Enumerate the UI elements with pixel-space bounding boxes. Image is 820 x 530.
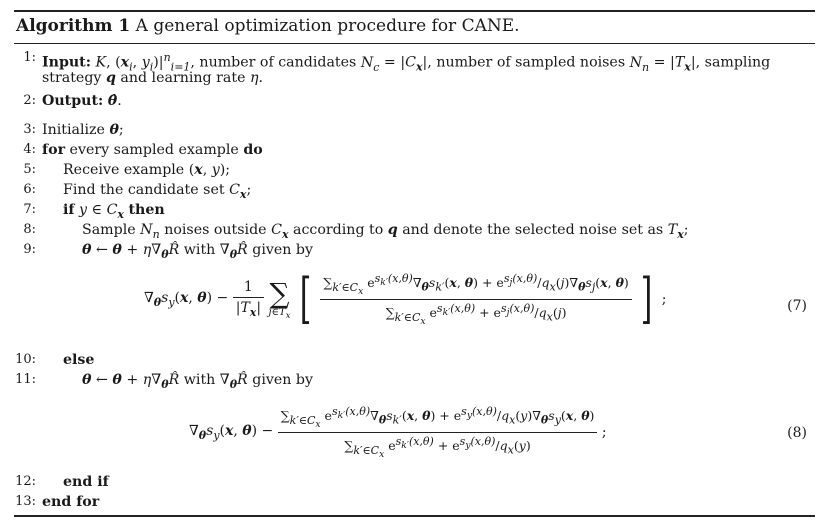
line-text: end for bbox=[42, 494, 100, 510]
line-number: 6: bbox=[23, 182, 36, 197]
line-number: 8: bbox=[23, 222, 36, 237]
bottom-rule bbox=[14, 515, 815, 517]
line-text: else bbox=[63, 352, 95, 368]
algorithm-title bbox=[16, 16, 520, 36]
algorithm-label: Algorithm 1 bbox=[16, 16, 131, 36]
line-number: 13: bbox=[15, 494, 36, 509]
equation-8: $\nabla_\theta s_y(x$, θ) − $\frac{\sum_{k'\in C_x} e^{s_{k'}(x,\theta)}\nabla_\theta s_{k'}(x, \theta) + e^{s_y(x,\theta)}/q_x(y)\nabla_\theta s_y(x, \theta)}{\sum_{k'\in C_x} e^{s_{k'}(x,\theta)} + e^{s_y(x,\theta)}/q_x(y)}$ ; bbox=[189, 405, 607, 460]
line-number: 11: bbox=[15, 372, 36, 387]
line-number: 2: bbox=[23, 93, 36, 108]
line-number: 3: bbox=[23, 122, 36, 137]
equation-number-8: (8) bbox=[787, 425, 807, 441]
line-number: 7: bbox=[23, 202, 36, 217]
line-text: Input: K, ($x_i$, $y_i)|^n_{i=1}$, number of candidates $N_c = |C_x|$, number of sampled noises $N_n = |T_x|$, sampling bbox=[42, 51, 771, 74]
line-text: end if bbox=[63, 474, 109, 490]
line-text: Find the candidate set $C_x$; bbox=[63, 182, 252, 201]
line-text: for every sampled example do bbox=[42, 142, 263, 158]
top-rule bbox=[14, 10, 815, 12]
line-number: 1: bbox=[23, 50, 36, 65]
mid-rule bbox=[14, 43, 815, 44]
line-number: 5: bbox=[23, 162, 36, 177]
line-text: Initialize θ; bbox=[42, 122, 124, 138]
algorithm-caption: A general optimization procedure for CANE. bbox=[135, 16, 520, 36]
line-text: if y ∈ $C_x$ then bbox=[63, 202, 165, 221]
line-text: Output: θ̂. bbox=[42, 93, 122, 109]
line-text: strategy q and learning rate η. bbox=[42, 70, 264, 86]
line-text: Sample $N_n$ noises outside $C_x$ according to q and denote the selected noise set as $T_x$; bbox=[82, 222, 689, 241]
algorithm-box bbox=[14, 10, 815, 517]
line-text: Receive example (x, y); bbox=[63, 162, 231, 178]
line-number: 12: bbox=[15, 474, 36, 489]
line-number: 9: bbox=[23, 242, 36, 257]
line-number: 10: bbox=[15, 352, 36, 367]
line-number: 4: bbox=[23, 142, 36, 157]
equation-number-7: (7) bbox=[787, 298, 807, 314]
equation-7: $\nabla_\theta s_y(x$, θ) − $\frac{1}{|T_x|}$ ∑ $j\in T_x$ [ $\frac{\sum_{k'\in C_x} e^{s_{k'}(x,\theta)}\nabla_\theta s_{k'}(x, \theta) + e^{s_j(x,\theta)}/q_x(j)\nabla_\theta s_j(x, \theta)}{\sum_{k'\in C_x} e^{s_{k'}(x,\theta)} + e^{s_j(x,\theta)}/q_x(j)}$ ] ; bbox=[144, 267, 667, 331]
line-text: θ ← $\theta + \eta\nabla_\theta R̂$ with $\nabla_\theta R̂$ given by bbox=[82, 242, 314, 261]
line-text: θ ← $\theta + \eta\nabla_\theta R̂$ with $\nabla_\theta R̂$ given by bbox=[82, 372, 314, 391]
